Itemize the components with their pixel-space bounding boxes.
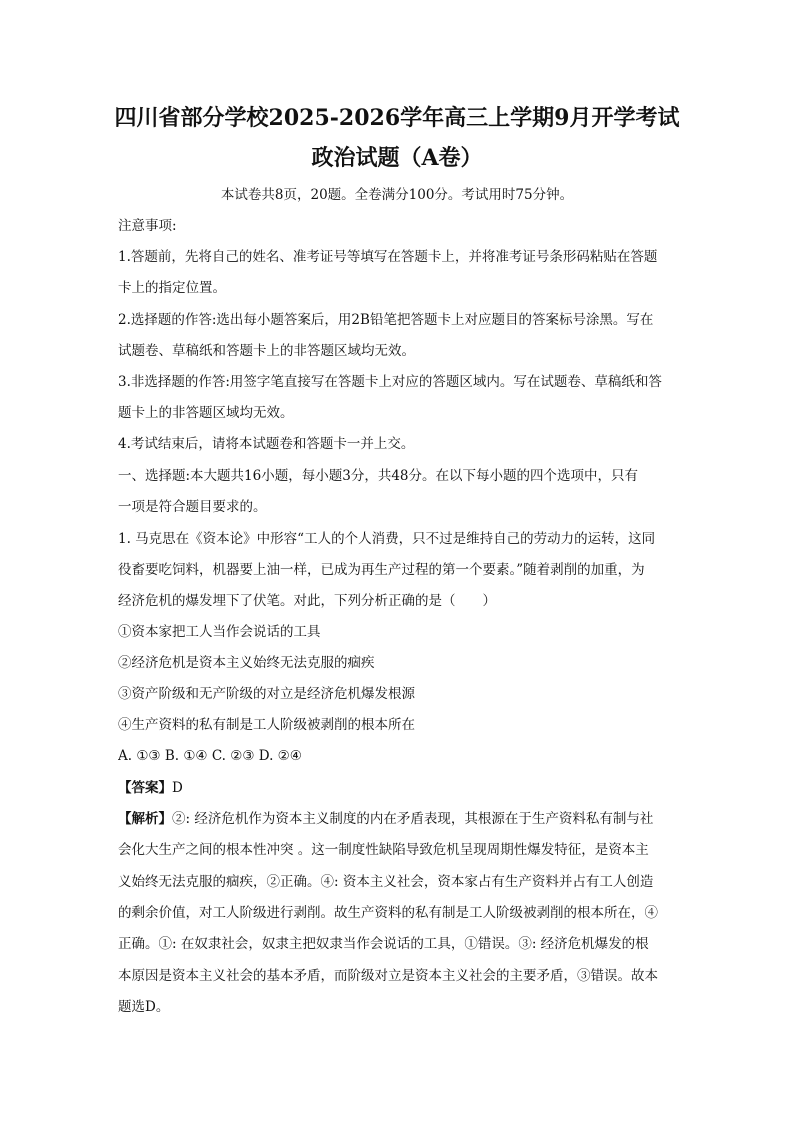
question-stem-line-2: 役畜要吃饲料，机器要上油一样，已成为再生产过程的第一个要素。”随着剥削的加重，为: [118, 562, 645, 578]
notice-item-2-line-2: 试题卷、草稿纸和答题卡上的非答题区域均无效。: [118, 343, 415, 359]
question-stem-line-1: 1. 马克思在《资本论》中形容“工人的个人消费，只不过是维持自己的劳动力的运转，这同: [118, 531, 656, 547]
analysis-line-7: 题选D。: [118, 999, 170, 1015]
answer-value: D: [172, 780, 183, 796]
notice-item-1-line-2: 卡上的指定位置。: [118, 280, 226, 296]
analysis-line-2: 会化大生产之间的根本性冲突 。这一制度性缺陷导致危机呈现周期性爆发特征，是资本主: [118, 842, 649, 858]
answer-label: 【答案】: [118, 780, 172, 796]
page-subtitle: 政治试题（A卷）: [311, 145, 483, 171]
notice-heading: 注意事项:: [118, 218, 177, 234]
analysis-line-3: 义始终无法克服的痼疾，②正确。④: 资本主义社会，资本家占有生产资料并占有工人创造: [118, 874, 654, 890]
section-heading-line-2: 一项是符合题目要求的。: [118, 499, 267, 515]
analysis-label: 【解析】: [118, 811, 172, 827]
statement-3: ③资产阶级和无产阶级的对立是经济危机爆发根源: [118, 686, 415, 702]
analysis-text-1: ②: 经济危机作为资本主义制度的内在矛盾表现，其根源在于生产资料私有制与社: [172, 811, 654, 827]
analysis-line-5: 正确。①: 在奴隶社会，奴隶主把奴隶当作会说话的工具，①错误。③: 经济危机爆发的根: [118, 936, 649, 952]
page-title: 四川省部分学校2025-2026学年高三上学期9月开学考试: [114, 105, 680, 131]
answer-options: A. ①③ B. ①④ C. ②③ D. ②④: [118, 748, 302, 764]
statement-1: ①资本家把工人当作会说话的工具: [118, 624, 321, 640]
analysis-line-6: 本原因是资本主义社会的基本矛盾，而阶级对立是资本主义社会的主要矛盾，③错误。故本: [118, 968, 658, 984]
notice-item-4-line-1: 4.考试结束后，请将本试题卷和答题卡一并上交。: [118, 436, 415, 452]
analysis-line-1: [118, 808, 680, 830]
exam-info: 本试卷共8页，20题。全卷满分100分。考试用时75分钟。: [220, 187, 574, 203]
statement-2: ②经济危机是资本主义始终无法克服的痼疾: [118, 655, 375, 671]
notice-item-2-line-1: 2.选择题的作答:选出每小题答案后，用2B铅笔把答题卡上对应题目的答案标号涂黑。写在: [118, 312, 654, 328]
notice-item-1-line-1: 1.答题前，先将自己的姓名、准考证号等填写在答题卡上，并将准考证号条形码粘贴在答题: [118, 249, 658, 265]
analysis-line-4: 的剩余价值，对工人阶级进行剥削。故生产资料的私有制是工人阶级被剥削的根本所在，④: [118, 905, 658, 921]
notice-item-3-line-2: 题卡上的非答题区域均无效。: [118, 405, 294, 421]
answer-line: [118, 777, 680, 799]
question-stem-line-3: 经济危机的爆发埋下了伏笔。对此，下列分析正确的是（ ）: [118, 593, 496, 609]
section-heading-line-1: 一、选择题:本大题共16小题，每小题3分，共48分。在以下每小题的四个选项中，只有: [118, 468, 638, 484]
statement-4: ④生产资料的私有制是工人阶级被剥削的根本所在: [118, 717, 415, 733]
notice-item-3-line-1: 3.非选择题的作答:用签字笔直接写在答题卡上对应的答题区域内。写在试题卷、草稿纸和答: [118, 374, 662, 390]
